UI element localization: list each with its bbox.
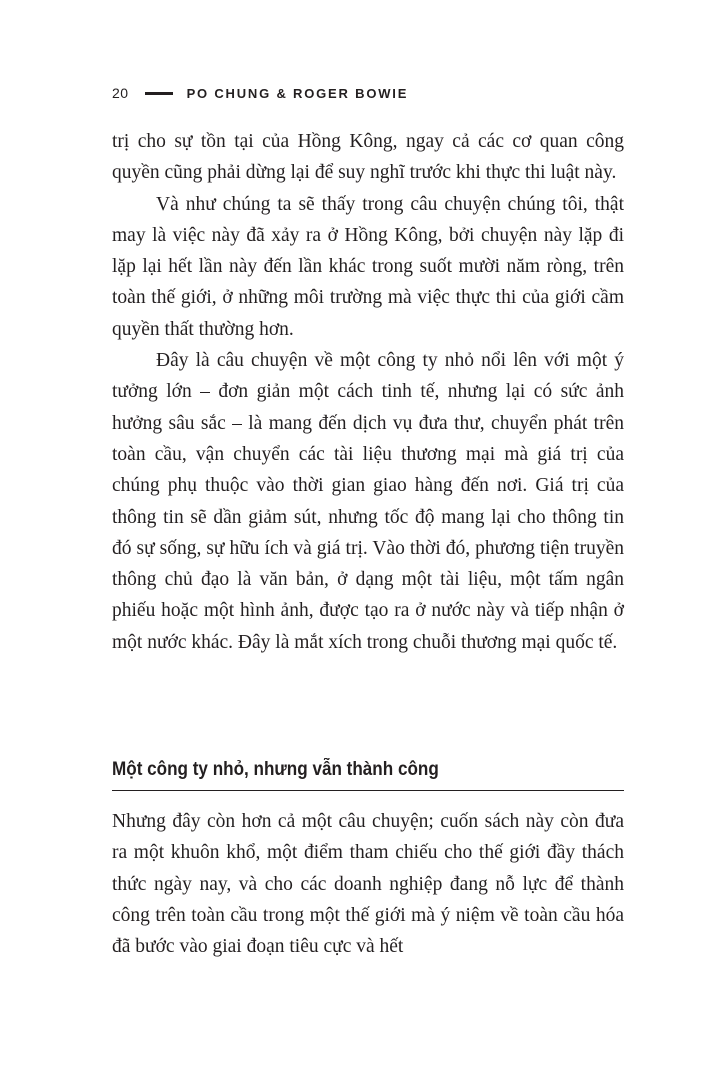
paragraph: Nhưng đây còn hơn cả một câu chuyện; cuốn sách này còn đưa ra một khuôn khổ, một điểm tham chiếu cho thế giới đầy thách thức ngày nay, và cho các doanh nghiệp đang nỗ lực để thành công trên toàn cầu trong một thế giới mà ý niệm về toàn cầu hóa đã bước vào giai đoạn tiêu cực và hết: [112, 811, 624, 958]
body-text-before-heading: [112, 126, 624, 658]
paragraph-continuation: trị cho sự tồn tại của Hồng Kông, ngay cả các cơ quan công quyền cũng phải dừng lại để suy nghĩ trước khi thực thi luật này.: [112, 131, 624, 184]
running-head: [112, 82, 408, 104]
paragraph: Và như chúng ta sẽ thấy trong câu chuyện chúng tôi, thật may là việc này đã xảy ra ở Hồng Kông, bởi chuyện này lặp đi lặp lại hết lần này đến lần khác trong suốt mười năm ròng, trên toàn thế giới, ở những môi trường mà việc thực thi của giới cầm quyền thất thường hơn.: [112, 193, 624, 340]
running-head-rule: [145, 92, 173, 95]
body-text-after-heading: [112, 806, 624, 962]
running-head-authors: PO CHUNG & ROGER BOWIE: [186, 85, 409, 101]
section-heading-text: Một công ty nhỏ, nhưng vẫn thành công: [112, 759, 439, 780]
paragraph: Đây là câu chuyện về một công ty nhỏ nổi lên với một ý tưởng lớn – đơn giản một cách tinh tế, nhưng lại có sức ảnh hưởng sâu sắc – là mang đến dịch vụ đưa thư, chuyển phát trên toàn cầu, vận chuyển các tài liệu thương mại mà giá trị của chúng phụ thuộc vào thời gian giao hàng đến nơi. Giá trị của thông tin sẽ dần giảm sút, nhưng tốc độ mang lại cho thông tin đó sự sống, sự hữu ích và giá trị. Vào thời đó, phương tiện truyền thông chủ đạo là văn bản, ở dạng một tài liệu, một tấm ngân phiếu hoặc một hình ảnh, được tạo ra ở nước này và tiếp nhận ở một nước khác. Đây là mắt xích trong chuỗi thương mại quốc tế.: [112, 350, 624, 653]
section-heading: [112, 756, 624, 791]
page-number: 20: [112, 85, 129, 101]
